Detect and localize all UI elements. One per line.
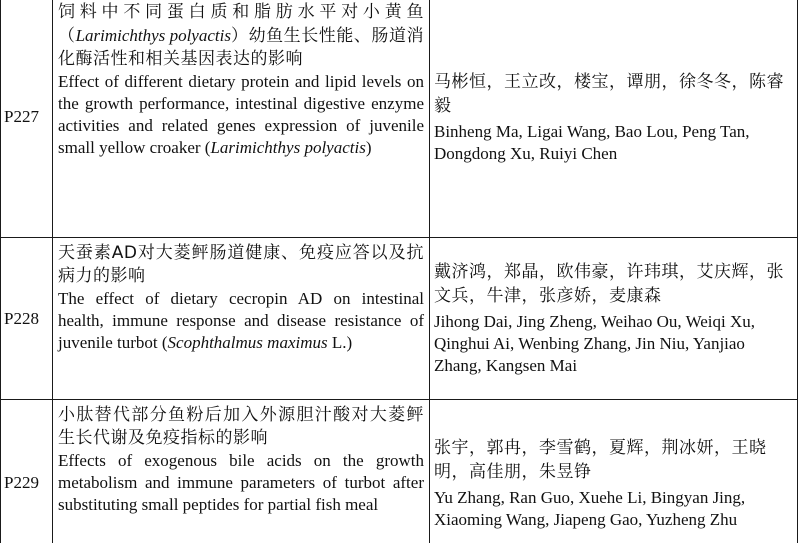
chinese-title: 天蚕素AD对大菱鲆肠道健康、免疫应答以及抗病力的影响 (58, 243, 424, 286)
poster-id: P228 (1, 238, 53, 400)
english-title-part: L.) (327, 333, 353, 352)
english-authors: Jihong Dai, Jing Zheng, Weihao Ou, Weiqi Xu, Qinghui Ai, Wenbing Zhang, Jin Niu, Yanjiao Zhang, Kangsen Mai (434, 312, 756, 375)
title-cell (53, 0, 430, 238)
chinese-authors: 张宇，郭冉，李雪鹤，夏辉，荆冰妍，王晓明，高佳朋，朱昱铮 (434, 437, 767, 482)
poster-id: P227 (1, 0, 53, 238)
chinese-title (58, 1, 424, 71)
title-cell (53, 238, 430, 400)
table-row (1, 400, 798, 543)
species-name: Scophthalmus maximus (167, 333, 328, 352)
title-cell (53, 400, 430, 543)
chinese-title-part: 饲料中不同蛋白质和脂肪水平对小黄鱼（ (58, 2, 424, 46)
chinese-title-part: ）幼鱼生长性能、肠道消化酶活性和相关基因表达的影响 (58, 26, 425, 69)
species-name: Larimichthys polyactis (75, 26, 231, 45)
english-title (58, 71, 424, 159)
english-title-part: Effect of different dietary protein and lipid levels on the growth performance, intestinal digestive enzyme activities and related genes expression of juvenile small yellow croaker ( (58, 72, 424, 157)
english-authors: Binheng Ma, Ligai Wang, Bao Lou, Peng Tan, Dongdong Xu, Ruiyi Chen (434, 121, 750, 163)
species-name: Larimichthys polyactis (210, 138, 366, 157)
english-title (58, 288, 424, 354)
english-title: Effects of exogenous bile acids on the growth metabolism and immune parameters of turbot after substituting small peptides for partial fish meal (58, 451, 424, 514)
chinese-title: 小肽替代部分鱼粉后加入外源胆汁酸对大菱鲆生长代谢及免疫指标的影响 (58, 405, 424, 448)
table-row (1, 0, 798, 238)
english-authors: Yu Zhang, Ran Guo, Xuehe Li, Bingyan Jing, Xiaoming Wang, Jiapeng Gao, Yuzheng Zhu (434, 487, 746, 529)
author-cell (430, 0, 798, 238)
english-title-part: ) (365, 138, 372, 157)
author-cell (430, 400, 798, 543)
english-title-part: The effect of dietary cecropin AD on intestinal health, immune response and disease resistance of juvenile turbot ( (58, 289, 424, 352)
author-cell (430, 238, 798, 400)
chinese-authors: 戴济鸿，郑晶，欧伟豪，许玮琪，艾庆辉，张文兵，牛津，张彦娇，麦康森 (434, 262, 784, 306)
poster-id: P229 (1, 400, 53, 543)
chinese-authors: 马彬恒，王立改，楼宝，谭朋，徐冬冬，陈睿毅 (434, 71, 784, 116)
table-row (1, 238, 798, 400)
